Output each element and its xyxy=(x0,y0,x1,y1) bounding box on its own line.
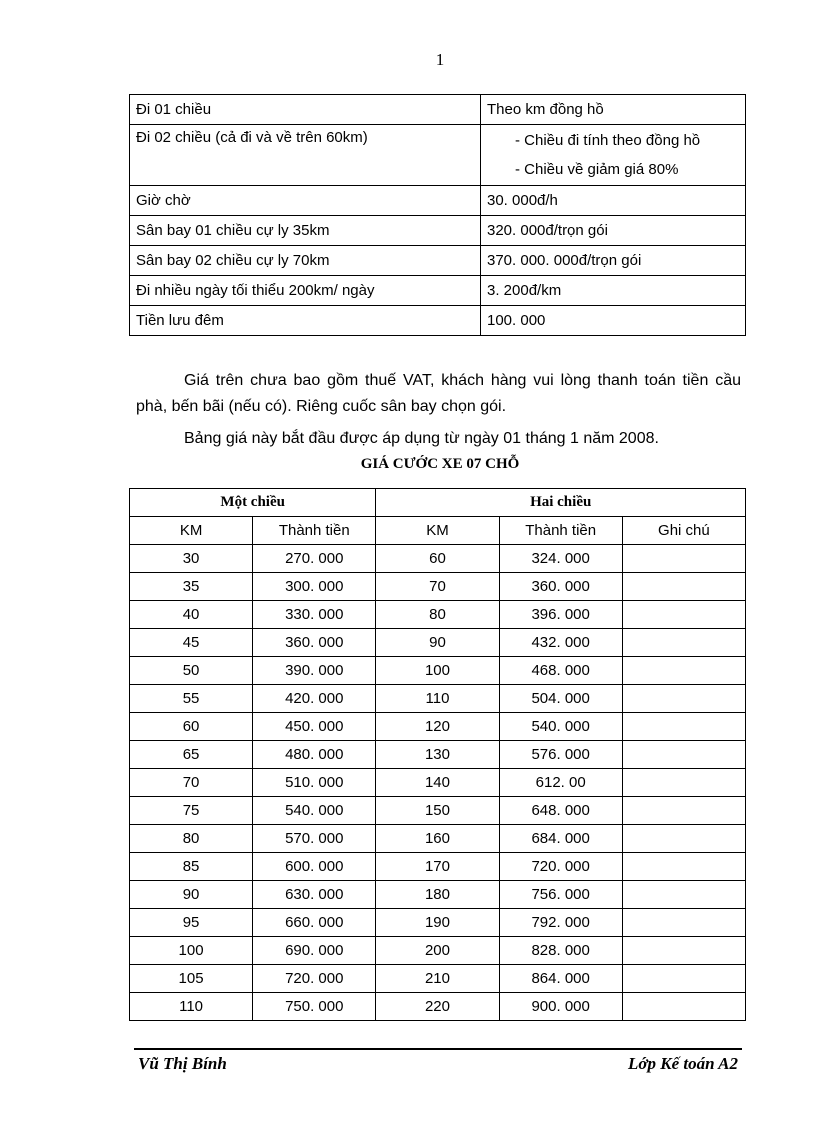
table-cell xyxy=(622,825,745,853)
table-cell: 150 xyxy=(376,797,499,825)
table-cell: 160 xyxy=(376,825,499,853)
table-cell xyxy=(622,797,745,825)
table-cell xyxy=(622,769,745,797)
table-cell: 60 xyxy=(130,713,253,741)
table-cell: 690. 000 xyxy=(253,937,376,965)
table-cell: 450. 000 xyxy=(253,713,376,741)
fare-table-body xyxy=(130,545,746,1021)
table-row xyxy=(130,657,746,685)
table-cell xyxy=(622,993,745,1021)
footer-class: Lớp Kế toán A2 xyxy=(627,1054,738,1073)
table-row xyxy=(130,769,746,797)
table-row xyxy=(130,246,746,276)
table-cell: 220 xyxy=(376,993,499,1021)
table-cell: 60 xyxy=(376,545,499,573)
table-cell: 360. 000 xyxy=(499,573,622,601)
fare-table-title: GIÁ CƯỚC XE 07 CHỖ xyxy=(360,456,520,472)
table-cell: 468. 000 xyxy=(499,657,622,685)
info-label: Đi 01 chiều xyxy=(130,95,481,125)
table-cell xyxy=(622,601,745,629)
table-cell: 80 xyxy=(376,601,499,629)
info-value: 30. 000đ/h xyxy=(481,186,746,216)
table-cell: 55 xyxy=(130,685,253,713)
table-cell xyxy=(622,629,745,657)
table-cell: 85 xyxy=(130,853,253,881)
table-row xyxy=(130,909,746,937)
table-row xyxy=(130,125,746,186)
fare-table xyxy=(129,488,746,1021)
info-value: - Chiều đi tính theo đồng hồ xyxy=(515,132,701,149)
table-cell: 648. 000 xyxy=(499,797,622,825)
table-cell xyxy=(622,965,745,993)
column-header: Thành tiền xyxy=(253,517,376,545)
table-cell: 480. 000 xyxy=(253,741,376,769)
column-header-row xyxy=(130,517,746,545)
table-cell: 600. 000 xyxy=(253,853,376,881)
table-cell: 110 xyxy=(130,993,253,1021)
table-cell: 420. 000 xyxy=(253,685,376,713)
info-label: Đi nhiều ngày tối thiểu 200km/ ngày xyxy=(130,276,481,306)
info-value-list xyxy=(481,125,746,186)
table-cell: 40 xyxy=(130,601,253,629)
page-number: 1 xyxy=(435,50,445,69)
table-row xyxy=(130,306,746,336)
footer-divider xyxy=(134,1048,742,1050)
table-cell: 612. 00 xyxy=(499,769,622,797)
table-cell: 828. 000 xyxy=(499,937,622,965)
table-row xyxy=(130,276,746,306)
table-row xyxy=(130,545,746,573)
table-cell xyxy=(622,881,745,909)
info-label: Sân bay 02 chiều cự ly 70km xyxy=(130,246,481,276)
info-value: - Chiều về giảm giá 80% xyxy=(515,161,679,178)
column-header: KM xyxy=(130,517,253,545)
table-cell: 140 xyxy=(376,769,499,797)
table-row xyxy=(130,993,746,1021)
table-cell: 110 xyxy=(376,685,499,713)
note-paragraph: Giá trên chưa bao gồm thuế VAT, khách hàng vui lòng thanh toán tiền cầu phà, bến bãi (nếu có). Riêng cuốc sân bay chọn gói. xyxy=(136,372,741,415)
table-cell: 70 xyxy=(376,573,499,601)
table-cell: 45 xyxy=(130,629,253,657)
table-cell: 95 xyxy=(130,909,253,937)
table-cell: 660. 000 xyxy=(253,909,376,937)
group-header-row xyxy=(130,489,746,517)
table-cell: 324. 000 xyxy=(499,545,622,573)
table-cell xyxy=(622,909,745,937)
table-cell xyxy=(622,657,745,685)
table-cell: 50 xyxy=(130,657,253,685)
info-label: Tiền lưu đêm xyxy=(130,306,481,336)
table-row xyxy=(130,825,746,853)
table-cell: 540. 000 xyxy=(499,713,622,741)
table-cell xyxy=(622,741,745,769)
table-row xyxy=(130,573,746,601)
table-cell: 510. 000 xyxy=(253,769,376,797)
table-cell: 100 xyxy=(130,937,253,965)
column-header: Thành tiền xyxy=(499,517,622,545)
table-cell: 100 xyxy=(376,657,499,685)
table-cell: 300. 000 xyxy=(253,573,376,601)
table-cell: 190 xyxy=(376,909,499,937)
group-header-round-trip: Hai chiều xyxy=(376,489,746,517)
table-row xyxy=(130,937,746,965)
table-cell: 170 xyxy=(376,853,499,881)
table-cell: 720. 000 xyxy=(499,853,622,881)
table-cell: 105 xyxy=(130,965,253,993)
table-row xyxy=(130,965,746,993)
table-cell: 396. 000 xyxy=(499,601,622,629)
info-value: 100. 000 xyxy=(481,306,746,336)
table-cell: 720. 000 xyxy=(253,965,376,993)
table-cell: 504. 000 xyxy=(499,685,622,713)
table-cell xyxy=(622,545,745,573)
table-cell: 570. 000 xyxy=(253,825,376,853)
table-cell: 390. 000 xyxy=(253,657,376,685)
table-cell xyxy=(622,685,745,713)
table-row xyxy=(130,797,746,825)
table-row xyxy=(130,95,746,125)
table-cell: 180 xyxy=(376,881,499,909)
table-cell: 750. 000 xyxy=(253,993,376,1021)
info-label: Giờ chờ xyxy=(130,186,481,216)
table-cell: 576. 000 xyxy=(499,741,622,769)
table-row xyxy=(130,601,746,629)
group-header-one-way: Một chiều xyxy=(130,489,376,517)
table-cell: 75 xyxy=(130,797,253,825)
table-row xyxy=(130,881,746,909)
table-row xyxy=(130,741,746,769)
table-cell: 70 xyxy=(130,769,253,797)
table-cell xyxy=(622,853,745,881)
table-row xyxy=(130,685,746,713)
table-cell: 210 xyxy=(376,965,499,993)
table-cell: 432. 000 xyxy=(499,629,622,657)
info-value: 370. 000. 000đ/trọn gói xyxy=(481,246,746,276)
table-cell: 360. 000 xyxy=(253,629,376,657)
info-label: Đi 02 chiều (cả đi và về trên 60km) xyxy=(130,125,481,186)
effective-date-paragraph: Bảng giá này bắt đầu được áp dụng từ ngày 01 tháng 1 năm 2008. xyxy=(184,430,659,447)
table-row xyxy=(130,216,746,246)
table-cell xyxy=(622,573,745,601)
column-header: KM xyxy=(376,517,499,545)
table-cell: 630. 000 xyxy=(253,881,376,909)
table-cell: 540. 000 xyxy=(253,797,376,825)
table-row xyxy=(130,713,746,741)
column-header: Ghi chú xyxy=(622,517,745,545)
table-cell: 270. 000 xyxy=(253,545,376,573)
table-cell: 130 xyxy=(376,741,499,769)
table-cell xyxy=(622,937,745,965)
table-cell: 200 xyxy=(376,937,499,965)
info-table xyxy=(129,94,746,336)
table-row xyxy=(130,853,746,881)
table-cell: 330. 000 xyxy=(253,601,376,629)
table-cell: 90 xyxy=(130,881,253,909)
info-value: 320. 000đ/trọn gói xyxy=(481,216,746,246)
table-cell: 90 xyxy=(376,629,499,657)
table-cell: 65 xyxy=(130,741,253,769)
table-cell: 80 xyxy=(130,825,253,853)
table-cell: 792. 000 xyxy=(499,909,622,937)
info-value: 3. 200đ/km xyxy=(481,276,746,306)
table-cell: 35 xyxy=(130,573,253,601)
info-label: Sân bay 01 chiều cự ly 35km xyxy=(130,216,481,246)
table-cell: 900. 000 xyxy=(499,993,622,1021)
table-row xyxy=(130,629,746,657)
info-value: Theo km đồng hồ xyxy=(481,95,746,125)
table-cell: 30 xyxy=(130,545,253,573)
table-cell: 756. 000 xyxy=(499,881,622,909)
table-row xyxy=(130,186,746,216)
table-cell xyxy=(622,713,745,741)
table-cell: 864. 000 xyxy=(499,965,622,993)
table-cell: 120 xyxy=(376,713,499,741)
table-cell: 684. 000 xyxy=(499,825,622,853)
footer-author: Vũ Thị Bính xyxy=(138,1054,227,1073)
